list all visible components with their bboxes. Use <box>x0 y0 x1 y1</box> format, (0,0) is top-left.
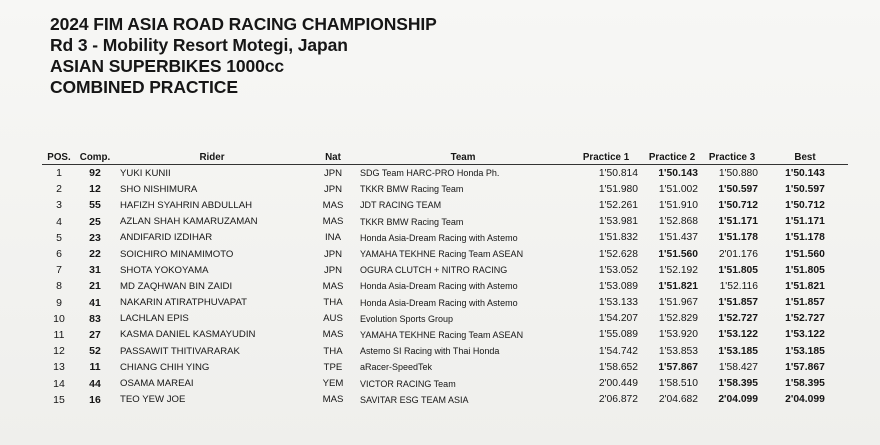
col-practice-3: Practice 3 <box>702 151 762 165</box>
practice-2-time-cell: 1'58.510 <box>658 378 698 390</box>
practice-2-time-cell: 1'52.192 <box>658 264 698 276</box>
practice-2-time-cell: 1'51.002 <box>658 183 698 195</box>
nationality-cell: MAS <box>322 394 344 406</box>
position-cell: 6 <box>56 248 62 261</box>
comp-number-cell: 25 <box>89 215 101 228</box>
best-time-cell: 1'51.560 <box>785 248 825 260</box>
comp-number-cell: 92 <box>89 167 101 180</box>
team-name-cell: YAMAHA TEKHNE Racing Team ASEAN <box>360 249 524 260</box>
round-title: Rd 3 - Mobility Resort Motegi, Japan <box>50 35 348 55</box>
team-name-cell: YAMAHA TEKHNE Racing Team ASEAN <box>360 329 524 340</box>
nationality-cell: MAS <box>322 329 344 341</box>
table-row <box>42 327 848 343</box>
nationality-cell: TPE <box>323 361 343 373</box>
table-row <box>42 214 848 230</box>
rider-name-cell: KASMA DANIEL KASMAYUDIN <box>120 329 256 341</box>
rider-name-cell: NAKARIN ATIRATPHUVAPAT <box>120 297 248 309</box>
team-name-cell: JDT RACING TEAM <box>360 200 442 211</box>
team-name-cell: Honda Asia-Dream Racing with Astemo <box>360 232 518 243</box>
best-time-cell: 1'53.122 <box>785 329 825 341</box>
best-time-cell: 1'58.395 <box>785 378 825 390</box>
practice-3-time-cell: 1'51.805 <box>718 264 758 276</box>
practice-1-time-cell: 2'00.449 <box>598 378 638 390</box>
session-title: COMBINED PRACTICE <box>50 77 238 97</box>
team-name-cell: Astemo SI Racing with Thai Honda <box>360 346 500 357</box>
championship-title: 2024 FIM ASIA ROAD RACING CHAMPIONSHIP <box>50 14 437 34</box>
best-time-cell: 1'51.857 <box>785 297 825 309</box>
results-table <box>42 151 848 408</box>
team-name-cell: TKKR BMW Racing Team <box>360 216 464 227</box>
table-row <box>42 246 848 262</box>
practice-2-time-cell: 1'51.437 <box>658 232 698 244</box>
col-practice-1: Practice 1 <box>570 151 642 165</box>
table-header-row <box>42 151 848 165</box>
practice-3-time-cell: 1'53.122 <box>718 329 758 341</box>
table-row <box>42 230 848 246</box>
practice-2-time-cell: 1'50.143 <box>658 167 698 179</box>
position-cell: 11 <box>53 328 65 341</box>
practice-1-time-cell: 1'53.052 <box>598 264 638 276</box>
position-cell: 10 <box>53 312 65 325</box>
practice-2-time-cell: 1'57.867 <box>658 361 698 373</box>
nationality-cell: JPN <box>323 248 343 260</box>
rider-name-cell: MD ZAQHWAN BIN ZAIDI <box>120 280 233 292</box>
nationality-cell: MAS <box>322 280 344 292</box>
practice-3-time-cell: 1'52.727 <box>718 313 758 325</box>
practice-1-time-cell: 1'52.628 <box>598 248 638 260</box>
comp-number-cell: 41 <box>89 296 101 309</box>
document-header <box>50 14 437 98</box>
practice-2-time-cell: 1'52.829 <box>658 313 698 325</box>
practice-3-time-cell: 1'58.427 <box>718 361 758 373</box>
team-name-cell: Honda Asia-Dream Racing with Astemo <box>360 297 518 308</box>
comp-number-cell: 27 <box>89 328 101 341</box>
practice-1-time-cell: 2'06.872 <box>598 394 638 406</box>
practice-2-time-cell: 1'51.821 <box>658 280 698 292</box>
position-cell: 9 <box>56 296 62 309</box>
position-cell: 13 <box>53 361 65 374</box>
rider-name-cell: SOICHIRO MINAMIMOTO <box>120 248 234 260</box>
rider-name-cell: TEO YEW JOE <box>120 394 186 406</box>
practice-2-time-cell: 1'51.560 <box>658 248 698 260</box>
position-cell: 14 <box>53 377 65 390</box>
team-name-cell: TKKR BMW Racing Team <box>360 184 464 195</box>
best-time-cell: 1'50.143 <box>785 167 825 179</box>
table-row <box>42 262 848 278</box>
practice-1-time-cell: 1'53.133 <box>598 297 638 309</box>
nationality-cell: JPN <box>323 264 343 276</box>
team-name-cell: Evolution Sports Group <box>360 313 454 324</box>
team-name-cell: SDG Team HARC-PRO Honda Ph. <box>360 168 500 179</box>
comp-number-cell: 22 <box>89 248 101 261</box>
table-row <box>42 375 848 391</box>
col-comp: Comp. <box>76 151 114 165</box>
table-row <box>42 311 848 327</box>
best-time-cell: 1'50.712 <box>785 199 825 211</box>
practice-1-time-cell: 1'53.089 <box>598 280 638 292</box>
practice-3-time-cell: 1'53.185 <box>718 345 758 357</box>
comp-number-cell: 12 <box>89 183 101 196</box>
practice-3-time-cell: 1'51.178 <box>718 232 758 244</box>
class-title: ASIAN SUPERBIKES 1000cc <box>50 56 285 76</box>
practice-3-time-cell: 2'01.176 <box>718 248 758 260</box>
practice-3-time-cell: 1'52.116 <box>719 280 758 292</box>
col-practice-2: Practice 2 <box>642 151 702 165</box>
rider-name-cell: PASSAWIT THITIVARARAK <box>120 345 240 357</box>
rider-name-cell: CHIANG CHIH YING <box>120 361 210 373</box>
practice-3-time-cell: 1'51.171 <box>718 216 758 228</box>
position-cell: 2 <box>56 183 62 196</box>
practice-2-time-cell: 1'53.853 <box>658 345 698 357</box>
practice-3-time-cell: 1'50.712 <box>718 199 758 211</box>
table-row <box>42 359 848 375</box>
position-cell: 5 <box>56 231 62 244</box>
practice-2-time-cell: 2'04.682 <box>658 394 698 406</box>
practice-2-time-cell: 1'51.910 <box>658 199 698 211</box>
best-time-cell: 1'51.805 <box>785 264 825 276</box>
team-name-cell: Honda Asia-Dream Racing with Astemo <box>360 281 518 292</box>
rider-name-cell: SHOTA YOKOYAMA <box>120 264 209 276</box>
best-time-cell: 1'52.727 <box>785 313 825 325</box>
best-time-cell: 1'51.171 <box>785 216 825 228</box>
col-team: Team <box>356 151 570 165</box>
rider-name-cell: HAFIZH SYAHRIN ABDULLAH <box>120 199 253 211</box>
best-time-cell: 1'51.821 <box>785 280 825 292</box>
team-name-cell: VICTOR RACING Team <box>360 378 456 389</box>
practice-2-time-cell: 1'53.920 <box>658 329 698 341</box>
practice-1-time-cell: 1'54.207 <box>598 313 638 325</box>
table-row <box>42 197 848 213</box>
table-row <box>42 295 848 311</box>
practice-3-time-cell: 1'51.857 <box>718 297 758 309</box>
position-cell: 15 <box>53 393 65 406</box>
best-time-cell: 1'51.178 <box>785 232 825 244</box>
team-name-cell: OGURA CLUTCH + NITRO RACING <box>360 265 508 276</box>
practice-1-time-cell: 1'55.089 <box>598 329 638 341</box>
table-row <box>42 392 848 408</box>
practice-1-time-cell: 1'54.742 <box>598 345 638 357</box>
nationality-cell: YEM <box>322 378 344 390</box>
nationality-cell: MAS <box>322 199 344 211</box>
best-time-cell: 2'04.099 <box>785 394 825 406</box>
comp-number-cell: 83 <box>89 312 101 325</box>
rider-name-cell: OSAMA MAREAI <box>120 378 194 390</box>
comp-number-cell: 44 <box>89 377 101 390</box>
practice-1-time-cell: 1'51.832 <box>598 232 638 244</box>
practice-3-time-cell: 2'04.099 <box>718 394 758 406</box>
nationality-cell: AUS <box>323 313 343 325</box>
rider-name-cell: LACHLAN EPIS <box>120 313 189 325</box>
team-name-cell: aRacer-SpeedTek <box>360 362 433 373</box>
nationality-cell: INA <box>325 232 341 244</box>
practice-1-time-cell: 1'50.814 <box>598 167 638 179</box>
practice-2-time-cell: 1'52.868 <box>658 216 698 228</box>
table-row <box>42 181 848 197</box>
nationality-cell: JPN <box>323 183 343 195</box>
col-pos: POS. <box>42 151 76 165</box>
practice-3-time-cell: 1'50.597 <box>718 183 758 195</box>
table-row <box>42 165 848 182</box>
rider-name-cell: AZLAN SHAH KAMARUZAMAN <box>120 216 258 228</box>
col-nat: Nat <box>310 151 356 165</box>
practice-3-time-cell: 1'58.395 <box>718 378 758 390</box>
position-cell: 3 <box>56 199 62 212</box>
position-cell: 1 <box>56 167 62 180</box>
practice-1-time-cell: 1'52.261 <box>598 199 638 211</box>
col-best: Best <box>762 151 848 165</box>
nationality-cell: MAS <box>322 216 344 228</box>
practice-1-time-cell: 1'58.652 <box>598 361 638 373</box>
best-time-cell: 1'53.185 <box>785 345 825 357</box>
comp-number-cell: 55 <box>89 199 101 212</box>
table-row <box>42 278 848 294</box>
rider-name-cell: ANDIFARID IZDIHAR <box>120 232 213 244</box>
comp-number-cell: 11 <box>89 361 101 374</box>
position-cell: 8 <box>56 280 62 293</box>
best-time-cell: 1'50.597 <box>785 183 825 195</box>
nationality-cell: THA <box>323 297 343 309</box>
rider-name-cell: SHO NISHIMURA <box>120 183 198 195</box>
position-cell: 7 <box>56 264 62 277</box>
practice-2-time-cell: 1'51.967 <box>658 297 698 309</box>
nationality-cell: JPN <box>323 167 343 179</box>
comp-number-cell: 23 <box>89 231 101 244</box>
team-name-cell: SAVITAR ESG TEAM ASIA <box>360 394 469 405</box>
position-cell: 12 <box>53 345 65 358</box>
practice-1-time-cell: 1'53.981 <box>598 216 638 228</box>
comp-number-cell: 21 <box>89 280 101 293</box>
practice-1-time-cell: 1'51.980 <box>598 183 638 195</box>
best-time-cell: 1'57.867 <box>785 361 825 373</box>
comp-number-cell: 52 <box>89 345 101 358</box>
comp-number-cell: 31 <box>89 264 101 277</box>
position-cell: 4 <box>56 215 62 228</box>
rider-name-cell: YUKI KUNII <box>120 167 171 179</box>
table-row <box>42 343 848 359</box>
nationality-cell: THA <box>323 345 343 357</box>
practice-3-time-cell: 1'50.880 <box>718 167 758 179</box>
col-rider: Rider <box>114 151 310 165</box>
comp-number-cell: 16 <box>89 393 101 406</box>
